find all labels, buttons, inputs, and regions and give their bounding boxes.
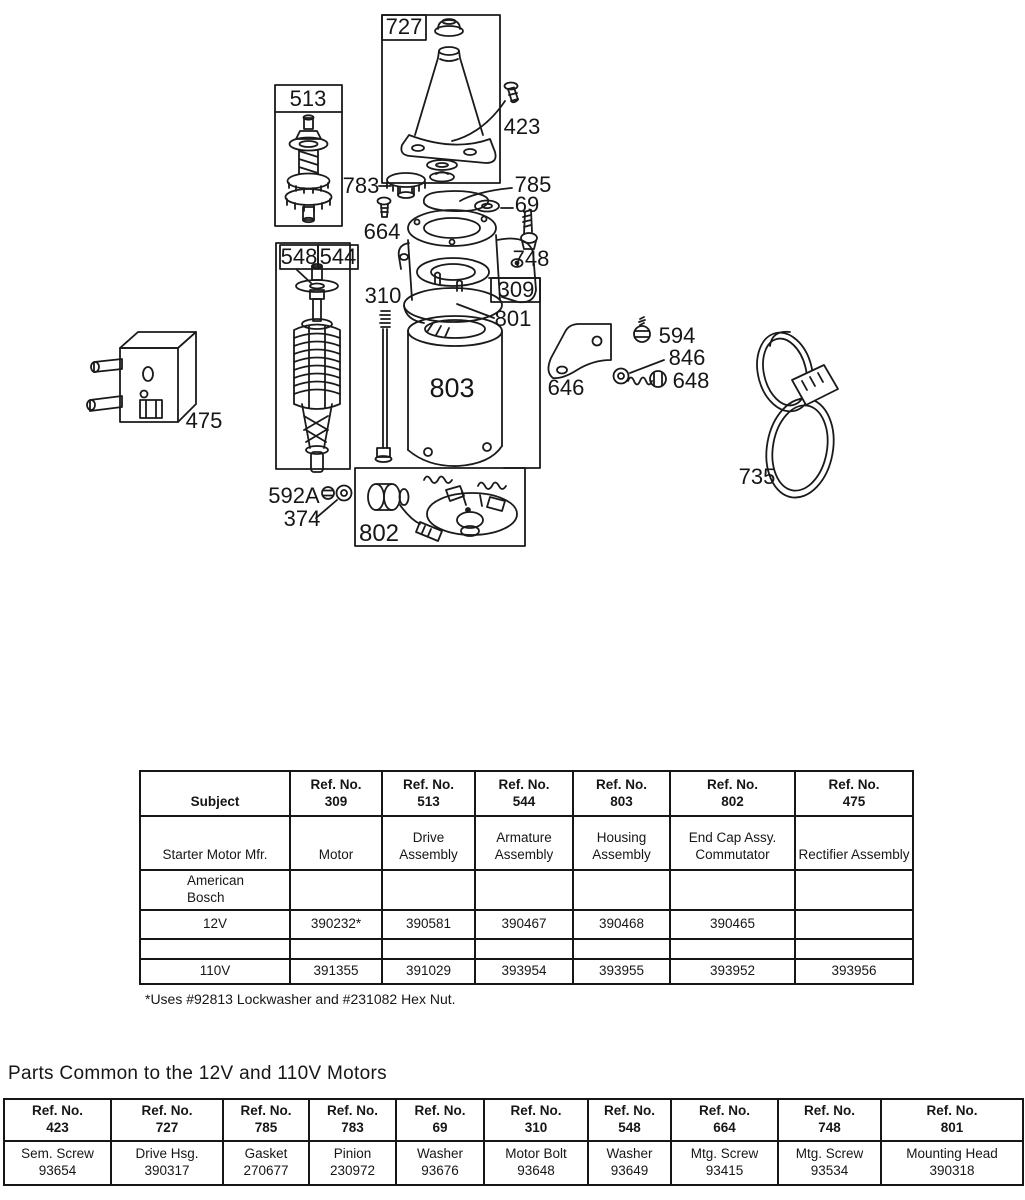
callout-785: 785: [514, 172, 552, 197]
common-table-part-cell: Sem. Screw 93654: [4, 1141, 111, 1185]
section-heading: Parts Common to the 12V and 110V Motors: [8, 1063, 387, 1084]
common-table-header-cell: Ref. No. 727: [111, 1099, 223, 1141]
rectifier-475-illustration: [87, 332, 196, 422]
common-table-part-cell: Mtg. Screw 93534: [778, 1141, 881, 1185]
drive-housing-727-illustration: [382, 15, 500, 183]
motor-table-subheader-cell: Drive Assembly: [382, 816, 475, 870]
callout-783: 783: [342, 173, 380, 198]
common-table-header-cell: Ref. No. 748: [778, 1099, 881, 1141]
motor-table-value-cell: 390465: [670, 910, 795, 939]
common-table-header-cell: Ref. No. 548: [588, 1099, 671, 1141]
callout-548: 548: [280, 244, 318, 269]
motor-table-subheader-cell: Motor: [290, 816, 382, 870]
motor-table-value-cell: [573, 870, 670, 910]
motor-table-value-cell: [290, 939, 382, 959]
callout-648: 648: [672, 368, 710, 393]
callout-727: 727: [385, 14, 423, 39]
common-table-header-cell: Ref. No. 801: [881, 1099, 1023, 1141]
common-table-header-cell: Ref. No. 783: [309, 1099, 396, 1141]
callout-664: 664: [363, 219, 401, 244]
common-table-part-cell: Gasket 270677: [223, 1141, 309, 1185]
motor-table-header-cell: Ref. No. 544: [475, 771, 573, 816]
motor-table-value-cell: 393955: [573, 959, 670, 984]
motor-bolt-310-illustration: [376, 311, 392, 462]
armature-548-544-illustration: [276, 243, 358, 472]
motor-table-value-cell: 393954: [475, 959, 573, 984]
motor-table-value-cell: 390467: [475, 910, 573, 939]
common-table-body: [4, 1099, 1023, 1185]
motor-table-subheader-cell: End Cap Assy. Commutator: [670, 816, 795, 870]
common-parts-table: [3, 1098, 1024, 1186]
common-table-part-cell: Pinion 230972: [309, 1141, 396, 1185]
motor-table-body: [140, 771, 913, 984]
callout-544: 544: [319, 244, 357, 269]
motor-table-value-cell: [795, 910, 913, 939]
common-table-header-cell: Ref. No. 785: [223, 1099, 309, 1141]
motor-table: [139, 770, 914, 985]
footnote: *Uses #92813 Lockwasher and #231082 Hex Nut.: [145, 991, 456, 1007]
callout-801: 801: [494, 306, 532, 331]
motor-table-value-cell: 390581: [382, 910, 475, 939]
motor-table-value-cell: [670, 939, 795, 959]
screw-664-illustration: [378, 198, 391, 218]
bracket-646-illustration: [548, 324, 611, 378]
screw-594-illustration: [634, 317, 650, 342]
callout-594: 594: [658, 323, 696, 348]
motor-table-header-cell: Subject: [140, 771, 290, 816]
pinion-783-illustration: [379, 173, 425, 198]
motor-table-header-cell: Ref. No. 475: [795, 771, 913, 816]
common-table-part-cell: Washer 93676: [396, 1141, 484, 1185]
motor-table-subheader-cell: Housing Assembly: [573, 816, 670, 870]
motor-table-subheader-cell: Armature Assembly: [475, 816, 573, 870]
motor-table-value-cell: 390232*: [290, 910, 382, 939]
callout-513: 513: [289, 86, 327, 111]
common-table-header-cell: Ref. No. 423: [4, 1099, 111, 1141]
common-table-header-cell: Ref. No. 664: [671, 1099, 778, 1141]
motor-table-header-cell: Ref. No. 802: [670, 771, 795, 816]
motor-table-header-cell: Ref. No. 803: [573, 771, 670, 816]
motor-table-row-label: 110V: [140, 959, 290, 984]
common-table-part-cell: Washer 93649: [588, 1141, 671, 1185]
motor-table-header-cell: Ref. No. 513: [382, 771, 475, 816]
callout-735: 735: [738, 464, 776, 489]
callout-803: 803: [429, 373, 475, 403]
callout-475: 475: [185, 408, 223, 433]
common-table-part-cell: Mounting Head 390318: [881, 1141, 1023, 1185]
motor-table-value-cell: 393952: [670, 959, 795, 984]
callout-802: 802: [358, 520, 400, 547]
callout-592a: 592A: [268, 483, 320, 508]
exploded-parts-diagram: [0, 0, 1025, 580]
motor-table-row-label: 12V: [140, 910, 290, 939]
grommet-592a-374-illustration: [316, 486, 352, 519]
common-table-part-cell: Mtg. Screw 93415: [671, 1141, 778, 1185]
washer-69-illustration: [475, 201, 513, 212]
motor-table-value-cell: [475, 939, 573, 959]
callout-309: 309: [497, 277, 535, 302]
motor-table-value-cell: [795, 939, 913, 959]
common-table-header-cell: Ref. No. 69: [396, 1099, 484, 1141]
motor-table-value-cell: 393956: [795, 959, 913, 984]
motor-table-row-label: American Bosch: [140, 870, 290, 910]
motor-table-value-cell: 391029: [382, 959, 475, 984]
callout-423: 423: [503, 114, 541, 139]
motor-table-row-label: [140, 939, 290, 959]
callout-374: 374: [283, 506, 321, 531]
motor-table-value-cell: [290, 870, 382, 910]
motor-table-value-cell: [382, 870, 475, 910]
motor-table-subheader-cell: Starter Motor Mfr.: [140, 816, 290, 870]
screw-648-illustration: [628, 371, 666, 387]
callout-846: 846: [668, 345, 706, 370]
callout-748: 748: [512, 246, 550, 271]
motor-table-value-cell: 391355: [290, 959, 382, 984]
motor-table-value-cell: 390468: [573, 910, 670, 939]
motor-table-subheader-cell: Rectifier Assembly: [795, 816, 913, 870]
motor-table-header-cell: Ref. No. 309: [290, 771, 382, 816]
callout-310: 310: [364, 283, 402, 308]
common-table-part-cell: Drive Hsg. 390317: [111, 1141, 223, 1185]
callout-646: 646: [547, 375, 585, 400]
motor-table-value-cell: [475, 870, 573, 910]
motor-table-value-cell: [382, 939, 475, 959]
motor-table-value-cell: [670, 870, 795, 910]
common-table-part-cell: Motor Bolt 93648: [484, 1141, 588, 1185]
motor-table-value-cell: [795, 870, 913, 910]
motor-table-value-cell: [573, 939, 670, 959]
callout-69: 69: [514, 192, 540, 217]
common-table-header-cell: Ref. No. 310: [484, 1099, 588, 1141]
